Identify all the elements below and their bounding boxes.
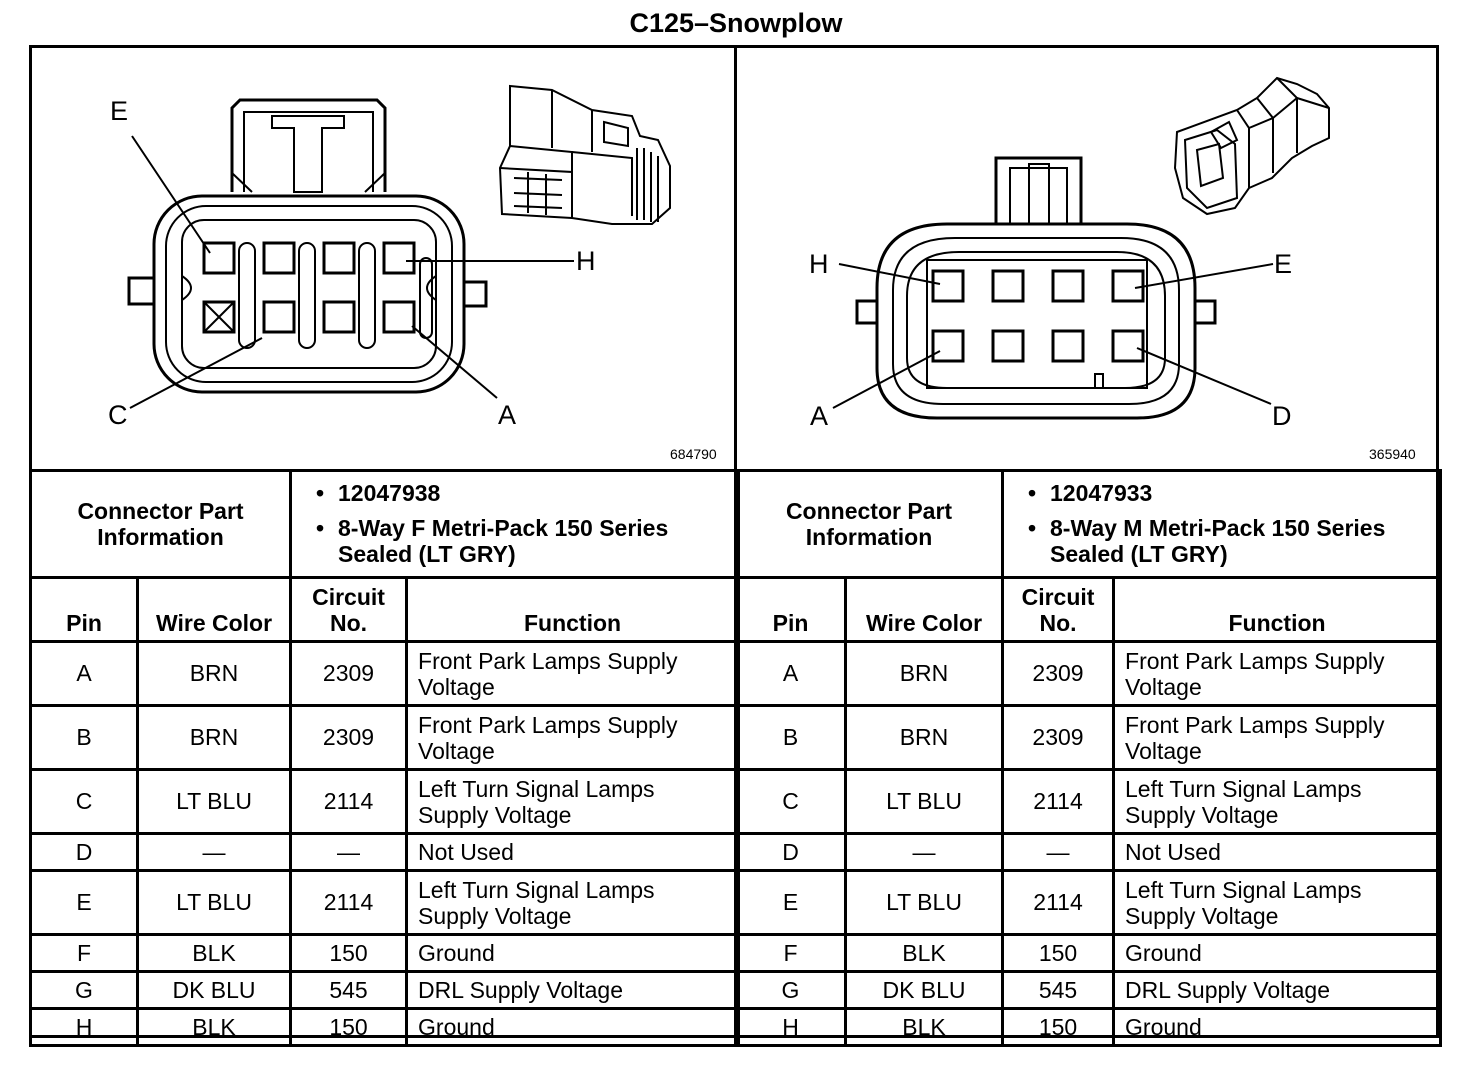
function-cell: Left Turn Signal Lamps Supply Voltage <box>407 871 739 935</box>
wire-color-cell: BRN <box>138 706 291 770</box>
header-function: Function <box>1114 578 1441 642</box>
right-header-row <box>736 578 1441 642</box>
circuit-no-cell: 2309 <box>1003 706 1114 770</box>
table-row <box>736 642 1441 706</box>
pin-cell: E <box>736 871 846 935</box>
pin-cell: C <box>31 770 138 834</box>
wire-color-cell: BLK <box>846 935 1003 972</box>
left-connector-diagram <box>32 48 734 469</box>
pin-cell: H <box>31 1009 138 1046</box>
circuit-no-cell: 150 <box>291 1009 407 1046</box>
circuit-no-cell: 150 <box>291 935 407 972</box>
pin-cell: G <box>736 972 846 1009</box>
pin-cell: A <box>31 642 138 706</box>
pin-cell: D <box>31 834 138 871</box>
function-cell: Front Park Lamps Supply Voltage <box>407 706 739 770</box>
pin-cell: C <box>736 770 846 834</box>
table-row <box>31 935 739 972</box>
table-row <box>31 1009 739 1046</box>
wire-color-cell: LT BLU <box>138 770 291 834</box>
wire-color-cell: LT BLU <box>846 770 1003 834</box>
table-row <box>31 972 739 1009</box>
circuit-no-cell: — <box>291 834 407 871</box>
header-wire-color: Wire Color <box>846 578 1003 642</box>
pin-cell: G <box>31 972 138 1009</box>
right-connector-face <box>857 158 1215 418</box>
left-table-body <box>31 642 739 1046</box>
connector-part-details <box>1003 471 1441 578</box>
circuit-no-cell: 2114 <box>1003 871 1114 935</box>
table-row <box>31 834 739 871</box>
right-table-body <box>736 642 1441 1046</box>
circuit-no-cell: 150 <box>1003 935 1114 972</box>
part-description: • 8-Way F Metri-Pack 150 Series Sealed (LT GRY) <box>338 515 727 567</box>
circuit-no-cell: 2309 <box>291 706 407 770</box>
circuit-no-cell: 2309 <box>1003 642 1114 706</box>
left-label-c: C <box>108 400 128 430</box>
left-connector-info-row <box>31 471 739 578</box>
function-cell: Ground <box>1114 1009 1441 1046</box>
circuit-no-cell: 2114 <box>291 770 407 834</box>
wire-color-cell: BLK <box>138 935 291 972</box>
header-function: Function <box>407 578 739 642</box>
table-row <box>736 770 1441 834</box>
circuit-no-cell: — <box>1003 834 1114 871</box>
wire-color-cell: BRN <box>846 706 1003 770</box>
right-connector-info-row <box>736 471 1441 578</box>
function-cell: Front Park Lamps Supply Voltage <box>1114 642 1441 706</box>
function-cell: DRL Supply Voltage <box>1114 972 1441 1009</box>
part-number: • 12047933 <box>1050 480 1429 506</box>
circuit-no-cell: 545 <box>1003 972 1114 1009</box>
function-cell: Left Turn Signal Lamps Supply Voltage <box>1114 871 1441 935</box>
connector-part-details <box>291 471 739 578</box>
wire-color-cell: BRN <box>846 642 1003 706</box>
circuit-no-cell: 2114 <box>291 871 407 935</box>
left-label-h: H <box>576 246 596 276</box>
function-cell: Front Park Lamps Supply Voltage <box>407 642 739 706</box>
function-cell: Left Turn Signal Lamps Supply Voltage <box>407 770 739 834</box>
right-pinout-table <box>734 469 1442 1047</box>
pin-cell: F <box>31 935 138 972</box>
header-pin: Pin <box>736 578 846 642</box>
function-cell: DRL Supply Voltage <box>407 972 739 1009</box>
right-figure-code: 365940 <box>1369 446 1416 462</box>
pin-cell: B <box>736 706 846 770</box>
wire-color-cell: BLK <box>138 1009 291 1046</box>
table-row <box>736 972 1441 1009</box>
wire-color-cell: LT BLU <box>138 871 291 935</box>
function-cell: Left Turn Signal Lamps Supply Voltage <box>1114 770 1441 834</box>
header-pin: Pin <box>31 578 138 642</box>
left-figure-code: 684790 <box>670 446 717 462</box>
wire-color-cell: — <box>846 834 1003 871</box>
right-connector-iso-view <box>1175 78 1329 214</box>
function-cell: Ground <box>1114 935 1441 972</box>
table-row <box>31 706 739 770</box>
left-header-row <box>31 578 739 642</box>
function-cell: Front Park Lamps Supply Voltage <box>1114 706 1441 770</box>
pin-cell: D <box>736 834 846 871</box>
wire-color-cell: DK BLU <box>138 972 291 1009</box>
wire-color-cell: BRN <box>138 642 291 706</box>
table-row <box>31 871 739 935</box>
circuit-no-cell: 2309 <box>291 642 407 706</box>
pin-cell: B <box>31 706 138 770</box>
circuit-no-cell: 545 <box>291 972 407 1009</box>
function-cell: Ground <box>407 935 739 972</box>
left-label-e: E <box>110 96 129 126</box>
table-row <box>31 642 739 706</box>
circuit-no-cell: 150 <box>1003 1009 1114 1046</box>
wire-color-cell: DK BLU <box>846 972 1003 1009</box>
right-connector-diagram <box>737 48 1436 469</box>
pin-cell: H <box>736 1009 846 1046</box>
right-label-a: A <box>810 401 829 431</box>
wire-color-cell: — <box>138 834 291 871</box>
pin-cell: A <box>736 642 846 706</box>
wire-color-cell: LT BLU <box>846 871 1003 935</box>
table-row <box>736 1009 1441 1046</box>
function-cell: Not Used <box>1114 834 1441 871</box>
part-description: • 8-Way M Metri-Pack 150 Series Sealed (LT GRY) <box>1050 515 1429 567</box>
connector-part-information-label: Connector Part Information <box>736 471 1003 578</box>
header-circuit-no: Circuit No. <box>291 578 407 642</box>
function-cell: Not Used <box>407 834 739 871</box>
header-circuit-no: Circuit No. <box>1003 578 1114 642</box>
right-label-h: H <box>809 249 829 279</box>
left-pinout-table <box>29 469 740 1047</box>
page-title: C125–Snowplow <box>629 8 843 38</box>
right-label-d: D <box>1272 401 1292 431</box>
function-cell: Ground <box>407 1009 739 1046</box>
table-row <box>736 706 1441 770</box>
part-number: • 12047938 <box>338 480 727 506</box>
table-row <box>736 871 1441 935</box>
table-row <box>736 935 1441 972</box>
table-row <box>31 770 739 834</box>
pin-cell: E <box>31 871 138 935</box>
wire-color-cell: BLK <box>846 1009 1003 1046</box>
left-connector-iso-view <box>500 86 670 224</box>
circuit-no-cell: 2114 <box>1003 770 1114 834</box>
connector-part-information-label: Connector Part Information <box>31 471 291 578</box>
left-label-a: A <box>498 400 517 430</box>
pin-cell: F <box>736 935 846 972</box>
header-wire-color: Wire Color <box>138 578 291 642</box>
left-connector-face <box>129 100 486 392</box>
right-label-e: E <box>1274 249 1293 279</box>
table-row <box>736 834 1441 871</box>
